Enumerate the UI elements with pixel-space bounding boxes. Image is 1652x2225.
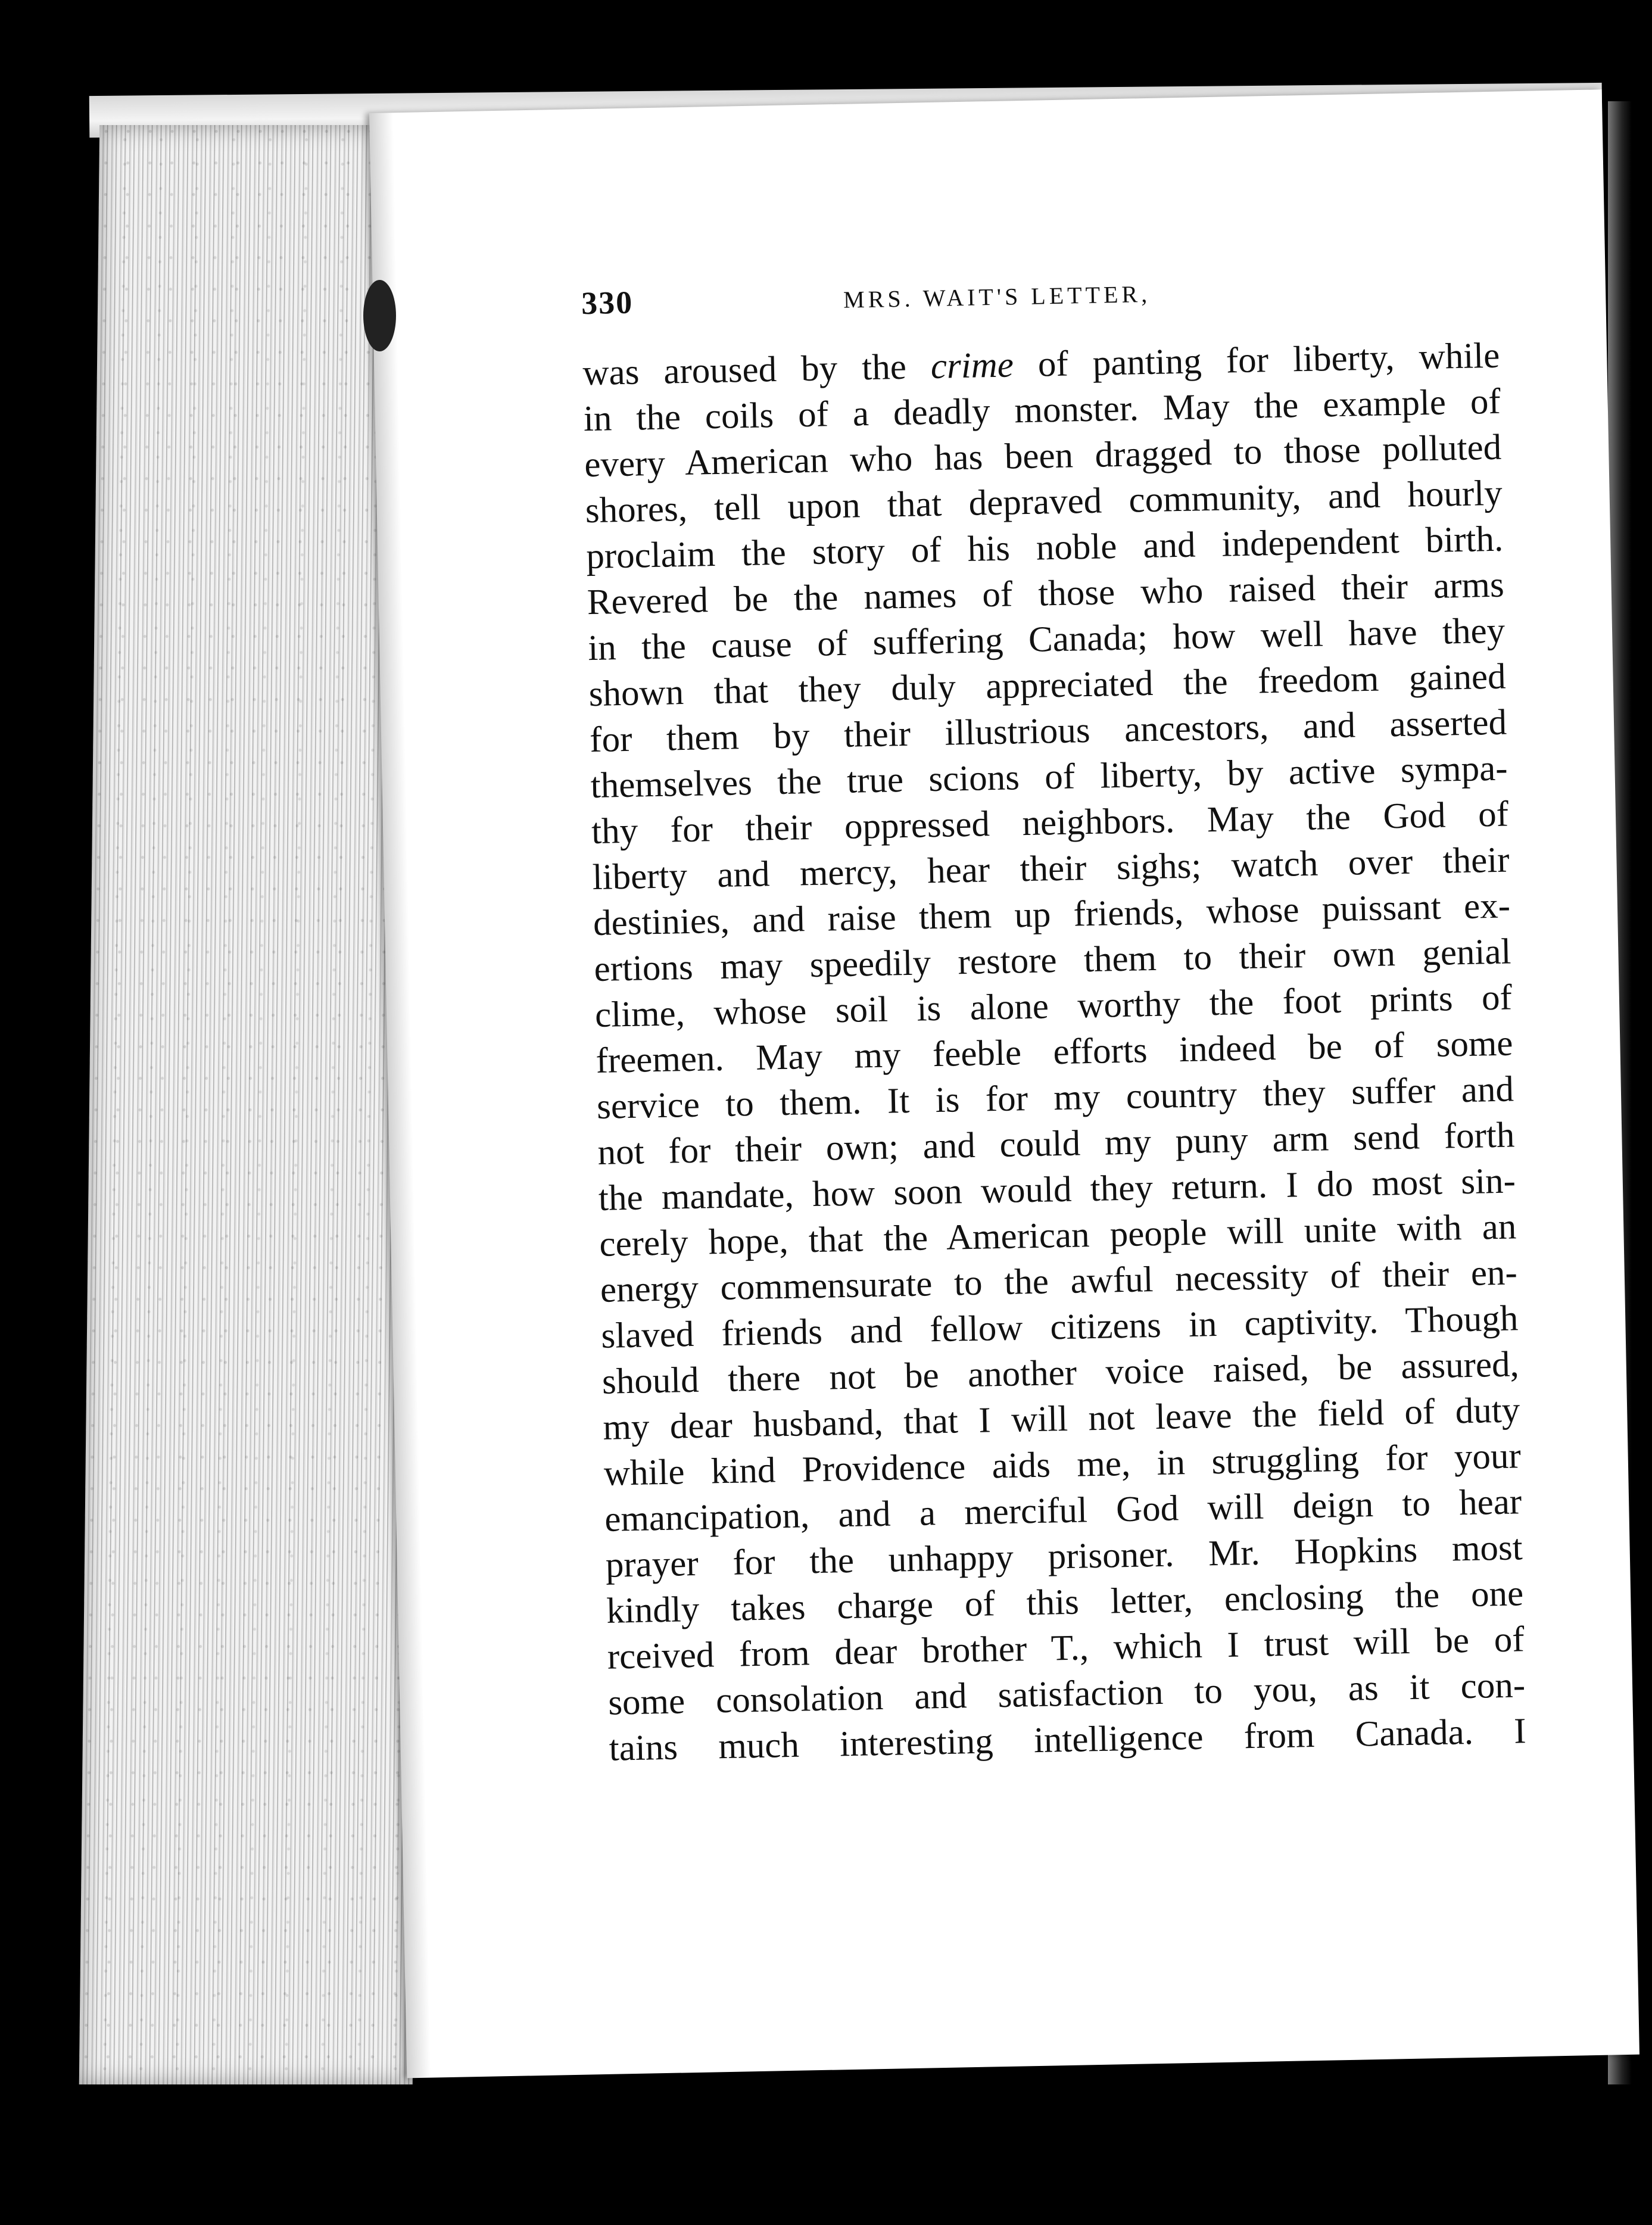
text-line: some consolation and satisfaction to you, as it con- xyxy=(607,1665,1526,1723)
text-line: proclaim the story of his noble and independent birth. xyxy=(585,519,1504,577)
text-line: the mandate, how soon would they return. I do most sin- xyxy=(598,1161,1516,1219)
text-line: slaved friends and fellow citizens in captivity. Though xyxy=(600,1298,1519,1356)
text-line: liberty and mercy, hear their sighs; watch over their xyxy=(592,840,1510,898)
page-number: 330 xyxy=(581,284,634,322)
running-head: MRS. WAIT'S LETTER, xyxy=(843,280,1151,313)
text-line: tains much interesting intelligence from Canada. I xyxy=(609,1711,1527,1769)
text-line: in the coils of a deadly monster. May the example of xyxy=(583,381,1501,440)
text-line: not for their own; and could my puny arm send forth xyxy=(597,1115,1515,1173)
text-line: themselves the true scions of liberty, by active sympa- xyxy=(590,748,1508,806)
italic-word: crime xyxy=(930,345,1014,387)
text-line: energy commensurate to the awful necessity of their en- xyxy=(600,1252,1518,1310)
text-segment: of panting for liberty, while xyxy=(1013,335,1500,385)
text-line: rceived from dear brother T., which I trust will be of xyxy=(607,1619,1525,1677)
text-line: service to them. It is for my country they suffer and xyxy=(596,1069,1514,1127)
text-line: Revered be the names of those who raised their arms xyxy=(587,565,1505,623)
text-line: kindly takes charge of this letter, enclosing the one xyxy=(606,1573,1524,1631)
text-line: every American who has been dragged to those polluted xyxy=(584,427,1502,485)
text-line: destinies, and raise them up friends, whose puissant ex- xyxy=(593,886,1511,944)
text-line: while kind Providence aids me, in struggling for your xyxy=(603,1436,1522,1494)
text-segment: was aroused by the xyxy=(582,346,931,394)
text-line: ertions may speedily restore them to their own genial xyxy=(594,931,1512,990)
text-line: freemen. May my feeble efforts indeed be of some xyxy=(595,1023,1513,1081)
text-line: should there not be another voice raised, be assured, xyxy=(601,1344,1520,1402)
book-page xyxy=(369,89,1639,2078)
page-header xyxy=(581,267,1475,332)
ink-stain xyxy=(363,280,396,351)
letter-body xyxy=(582,333,1527,1772)
text-line: my dear husband, that I will not leave the field of duty xyxy=(602,1390,1520,1448)
text-line: for them by their illustrious ancestors, and asserted xyxy=(589,702,1507,761)
text-line: clime, whose soil is alone worthy the foot prints of xyxy=(594,977,1513,1035)
text-line: prayer for the unhappy prisoner. Mr. Hopkins most xyxy=(605,1528,1523,1585)
text-line: shores, tell upon that depraved community, and hourly xyxy=(585,473,1503,531)
text-line: shown that they duly appreciated the freedom gained xyxy=(588,656,1507,715)
text-line: thy for their oppressed neighbors. May the God of xyxy=(591,794,1509,852)
text-line: cerely hope, that the American people will unite with an xyxy=(599,1207,1517,1264)
text-line: emancipation, and a merciful God will deign to hear xyxy=(604,1482,1522,1540)
text-line: in the cause of suffering Canada; how well have they xyxy=(587,610,1505,669)
